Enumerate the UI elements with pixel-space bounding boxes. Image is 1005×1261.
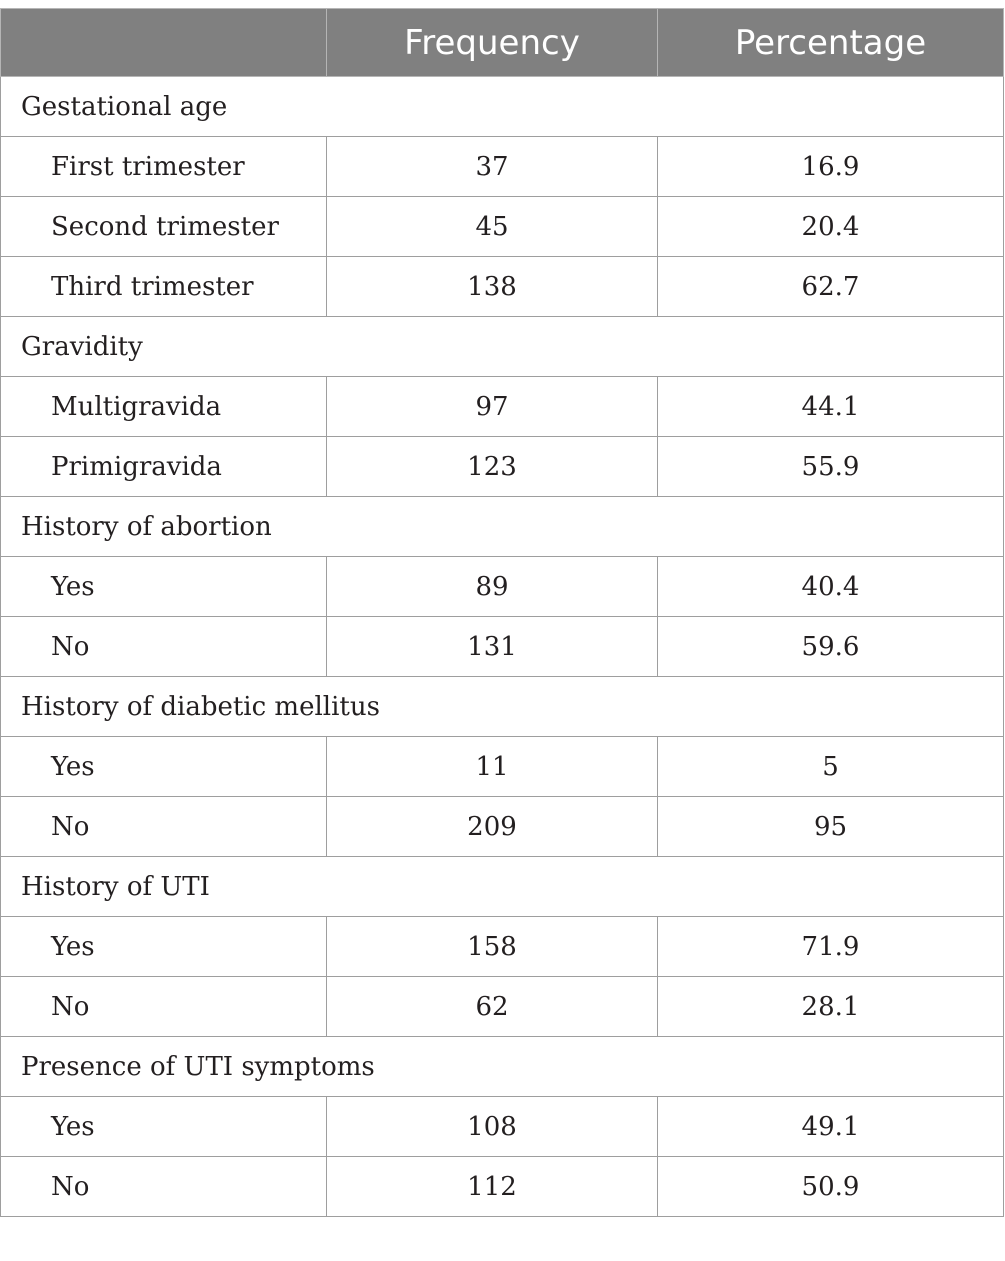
group-row (1, 857, 1004, 917)
group-row (1, 497, 1004, 557)
group-title: Presence of UTI symptoms (1, 1037, 1004, 1097)
group-row (1, 317, 1004, 377)
group-row (1, 77, 1004, 137)
table-row (1, 437, 1004, 497)
percentage-cell: 16.9 (658, 137, 1004, 197)
percentage-cell: 95 (658, 797, 1004, 857)
frequency-cell: 11 (327, 737, 658, 797)
group-title: History of abortion (1, 497, 1004, 557)
frequency-cell: 108 (327, 1097, 658, 1157)
frequency-cell: 45 (327, 197, 658, 257)
group-title: History of diabetic mellitus (1, 677, 1004, 737)
row-label: Multigravida (1, 377, 327, 437)
percentage-cell: 62.7 (658, 257, 1004, 317)
header-percentage: Percentage (658, 9, 1004, 77)
percentage-cell: 28.1 (658, 977, 1004, 1037)
group-row (1, 677, 1004, 737)
table-header (1, 9, 1004, 77)
percentage-cell: 44.1 (658, 377, 1004, 437)
percentage-cell: 40.4 (658, 557, 1004, 617)
percentage-cell: 59.6 (658, 617, 1004, 677)
header-frequency: Frequency (327, 9, 658, 77)
frequency-cell: 97 (327, 377, 658, 437)
table-row (1, 797, 1004, 857)
row-label: Primigravida (1, 437, 327, 497)
group-title: History of UTI (1, 857, 1004, 917)
table-row (1, 617, 1004, 677)
table-row (1, 557, 1004, 617)
frequency-cell: 123 (327, 437, 658, 497)
header-row (1, 9, 1004, 77)
frequency-cell: 131 (327, 617, 658, 677)
row-label: Yes (1, 737, 327, 797)
frequency-cell: 158 (327, 917, 658, 977)
table-row (1, 137, 1004, 197)
percentage-cell: 5 (658, 737, 1004, 797)
table-row (1, 377, 1004, 437)
frequency-cell: 89 (327, 557, 658, 617)
row-label: No (1, 977, 327, 1037)
row-label: Yes (1, 557, 327, 617)
header-blank-cell (1, 9, 327, 77)
table-row (1, 1097, 1004, 1157)
percentage-cell: 20.4 (658, 197, 1004, 257)
table-row (1, 737, 1004, 797)
row-label: Yes (1, 1097, 327, 1157)
row-label: No (1, 617, 327, 677)
group-title: Gestational age (1, 77, 1004, 137)
table-row (1, 197, 1004, 257)
percentage-cell: 55.9 (658, 437, 1004, 497)
frequency-cell: 112 (327, 1157, 658, 1217)
table-body (1, 77, 1004, 1217)
row-label: Second trimester (1, 197, 327, 257)
row-label: No (1, 797, 327, 857)
percentage-cell: 50.9 (658, 1157, 1004, 1217)
table-row (1, 1157, 1004, 1217)
frequency-cell: 209 (327, 797, 658, 857)
table-row (1, 257, 1004, 317)
percentage-cell: 49.1 (658, 1097, 1004, 1157)
frequency-cell: 138 (327, 257, 658, 317)
data-table (0, 8, 1004, 1217)
frequency-cell: 37 (327, 137, 658, 197)
row-label: Third trimester (1, 257, 327, 317)
table-row (1, 977, 1004, 1037)
row-label: First trimester (1, 137, 327, 197)
frequency-cell: 62 (327, 977, 658, 1037)
table-row (1, 917, 1004, 977)
percentage-cell: 71.9 (658, 917, 1004, 977)
group-title: Gravidity (1, 317, 1004, 377)
row-label: Yes (1, 917, 327, 977)
group-row (1, 1037, 1004, 1097)
row-label: No (1, 1157, 327, 1217)
